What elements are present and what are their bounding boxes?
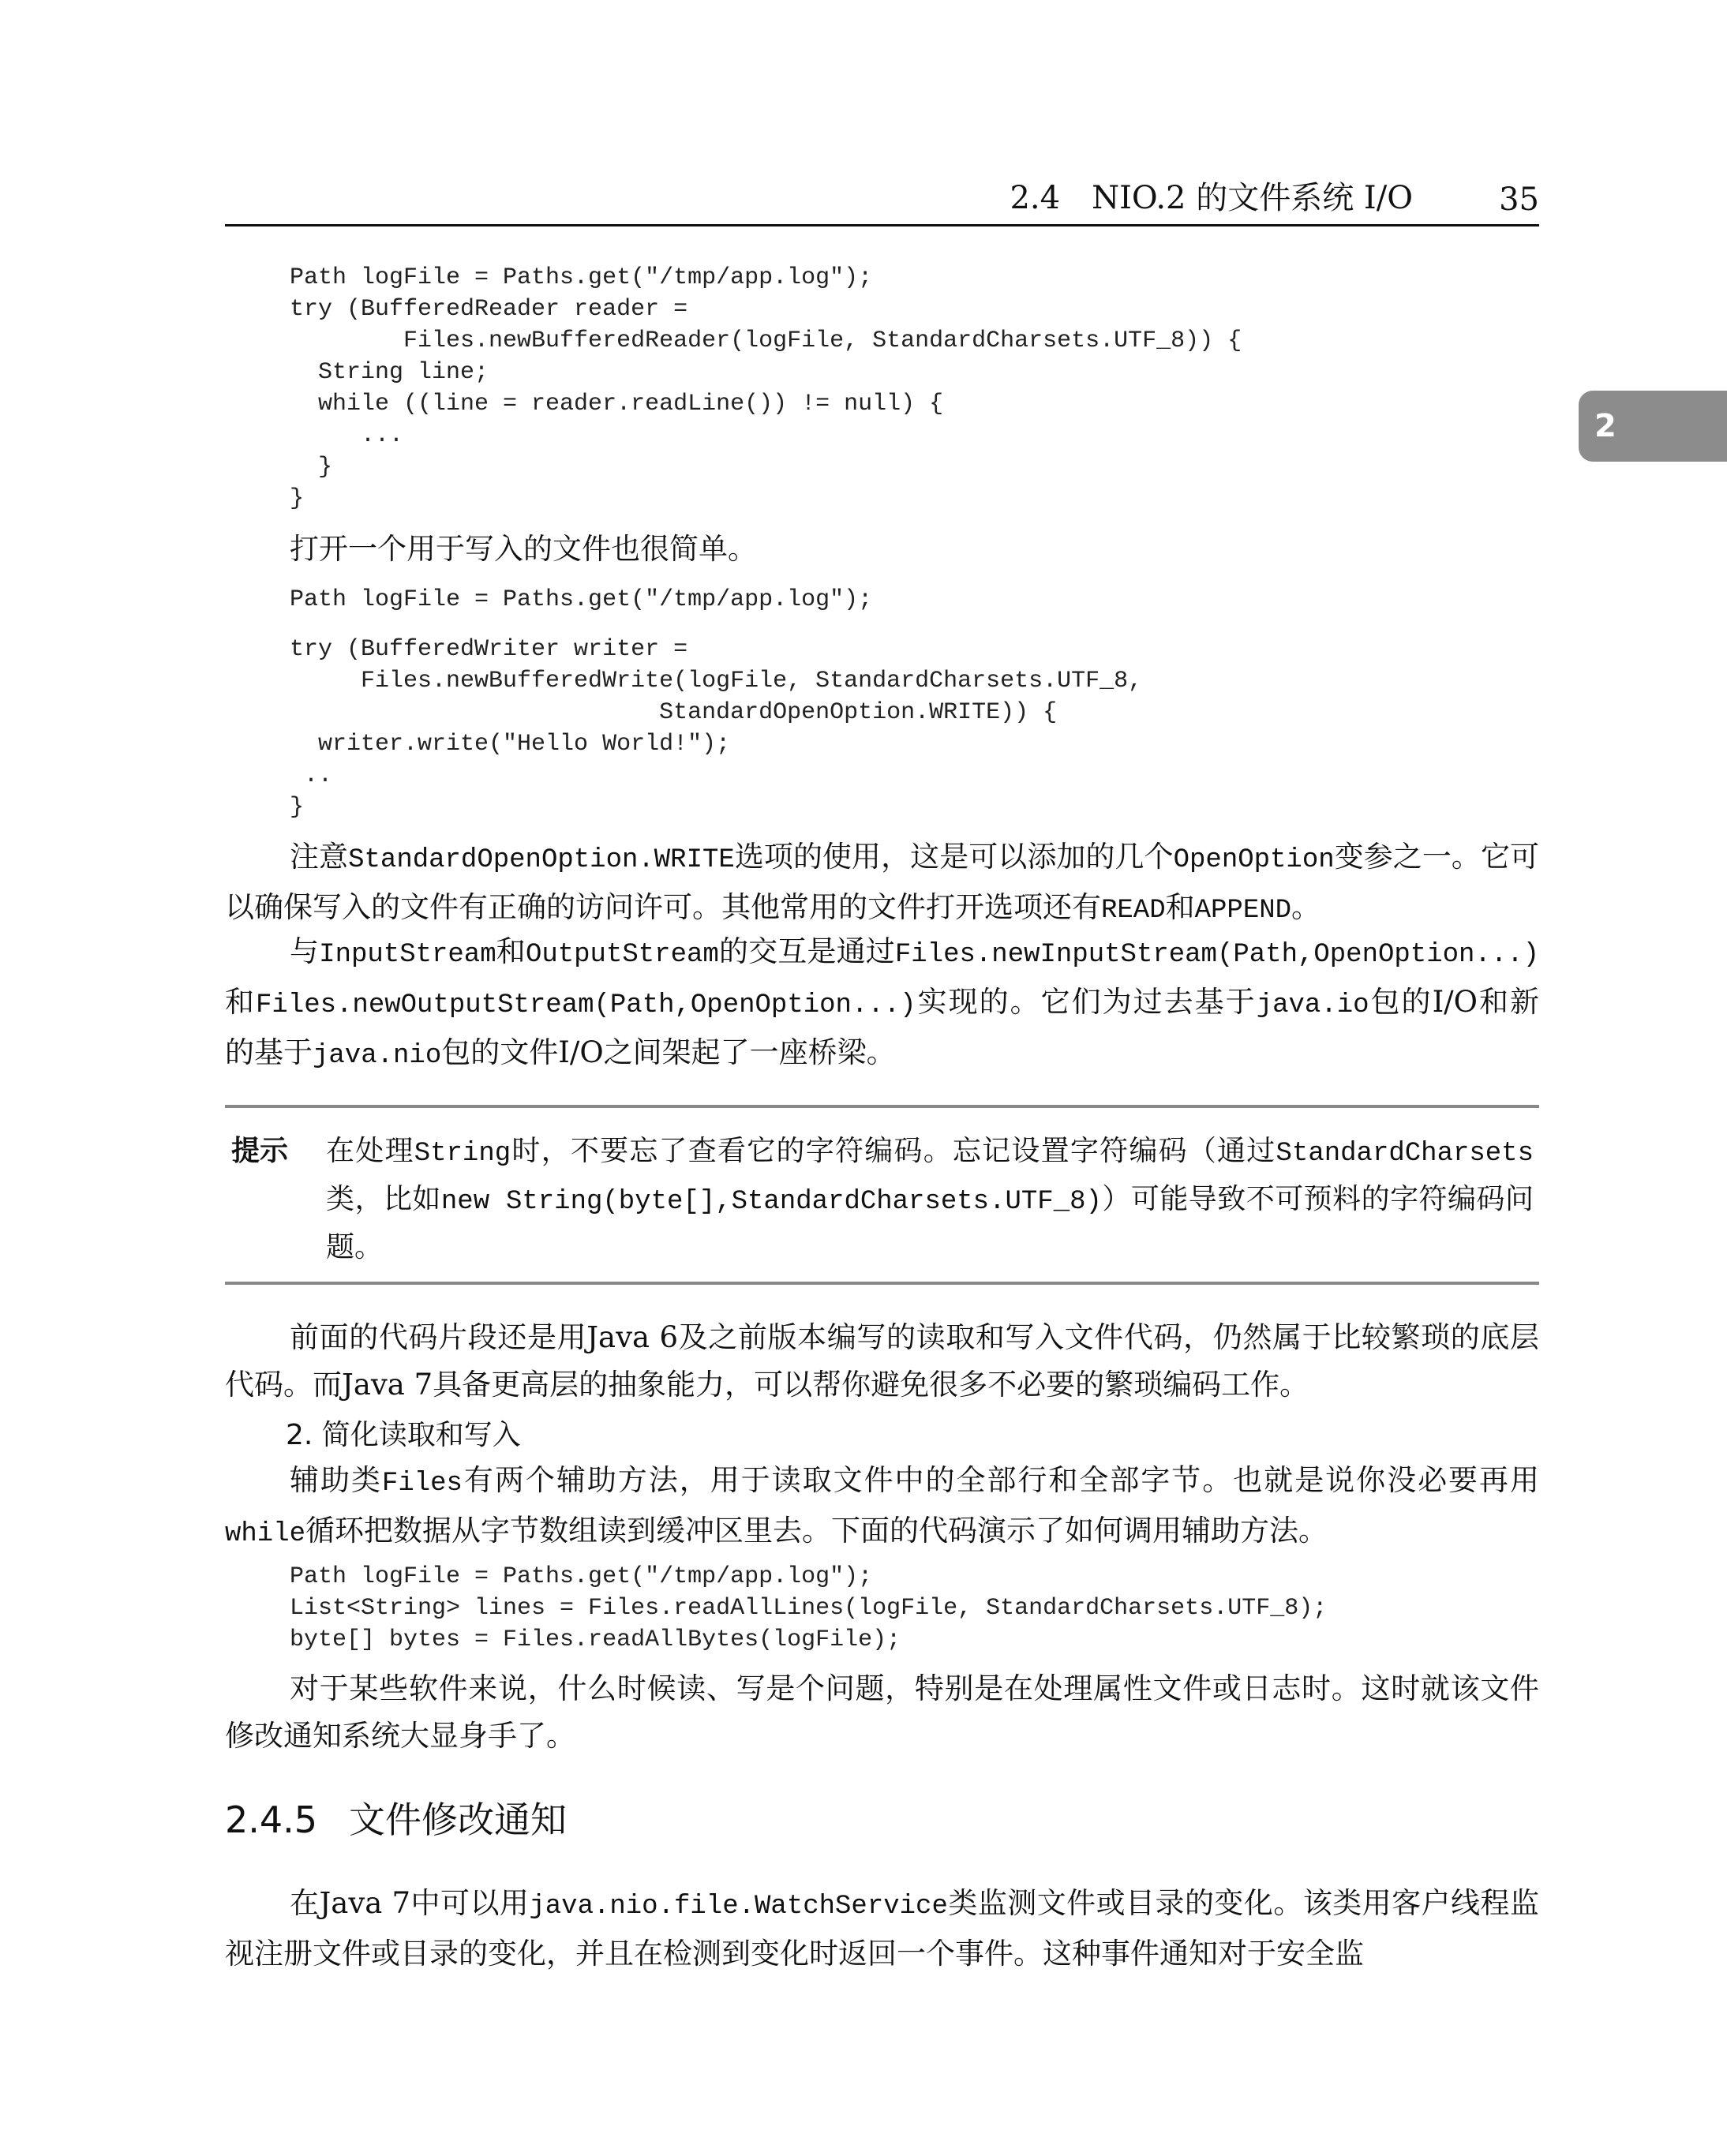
header-section-title: 2.4 NIO.2 的文件系统 I/O [1010,180,1413,216]
section-number: 2.4.5 [225,1799,318,1841]
paragraph-watch-service: 在Java 7中可以用java.nio.file.WatchService类监测文件或目录的变化。该类用客户线程监视注册文件或目录的变化，并且在检测到变化时返回一个事件。这种事件通知对于安全监 [225,1886,1540,1971]
section-title: 文件修改通知 [349,1799,567,1841]
paragraph-open-option-note: 注意StandardOpenOption.WRITE选项的使用，这是可以添加的几个OpenOption变参之一。它可以确保写入的文件有正确的访问许可。其他常用的文件打开选项还有READ和APPEND。 [225,840,1540,926]
subheading-simplify-io: 2. 简化读取和写入 [286,1419,521,1451]
tip-label: 提示 [231,1135,289,1167]
paragraph-open-write: 打开一个用于写入的文件也很简单。 [290,532,757,566]
running-header [225,180,1539,226]
paragraph-stream-interop: 与InputStream和OutputStream的交互是通过Files.newInputStream(Path,OpenOption...)和Files.newOutputStream(Path,OpenOption...)实现的。它们为过去基于java.io包的I/O和新的基于java.nio包的文件I/O之间架起了一座桥梁。 [225,934,1540,1071]
chapter-tab: 2 [1579,391,1727,462]
tip-box [225,1105,1539,1285]
page-number: 35 [1499,182,1539,218]
code-block-read-all: Path logFile = Paths.get("/tmp/app.log"); List<String> lines = Files.readAllLines(logFile, StandardCharsets.UTF_8); byte[] bytes = Files.readAllBytes(logFile); [290,1563,1328,1653]
section-heading [225,1791,567,1843]
paragraph-helper-methods: 辅助类Files有两个辅助方法，用于读取文件中的全部行和全部字节。也就是说你没必要再用while循环把数据从字节数组读到缓冲区里去。下面的代码演示了如何调用辅助方法。 [225,1463,1540,1549]
code-block-path: Path logFile = Paths.get("/tmp/app.log"); [290,586,873,613]
paragraph-legacy-code: 前面的代码片段还是用Java 6及之前版本编写的读取和写入文件代码，仍然属于比较繁琐的底层代码。而Java 7具备更高层的抽象能力，可以帮你避免很多不必要的繁琐编码工作。 [225,1320,1539,1402]
tip-text: 在处理String时，不要忘了查看它的字符编码。忘记设置字符编码（通过StandardCharsets类，比如new String(byte[],StandardCharsets.UTF_8)）可能导致不可预料的字符编码问题。 [326,1135,1534,1263]
code-block-read: Path logFile = Paths.get("/tmp/app.log"); try (BufferedReader reader = Files.newBufferedReader(logFile, StandardCharsets.UTF_8)) { String line; while ((line = reader.readLine()) != null) { ... } } [290,264,1242,512]
paragraph-when-to-read: 对于某些软件来说，什么时候读、写是个问题，特别是在处理属性文件或日志时。这时就该文件修改通知系统大显身手了。 [225,1671,1539,1753]
code-block-write: try (BufferedWriter writer = Files.newBufferedWrite(logFile, StandardCharsets.UTF_8, StandardOpenOption.WRITE)) { writer.write("Hello World!"); .. } [290,636,1143,821]
